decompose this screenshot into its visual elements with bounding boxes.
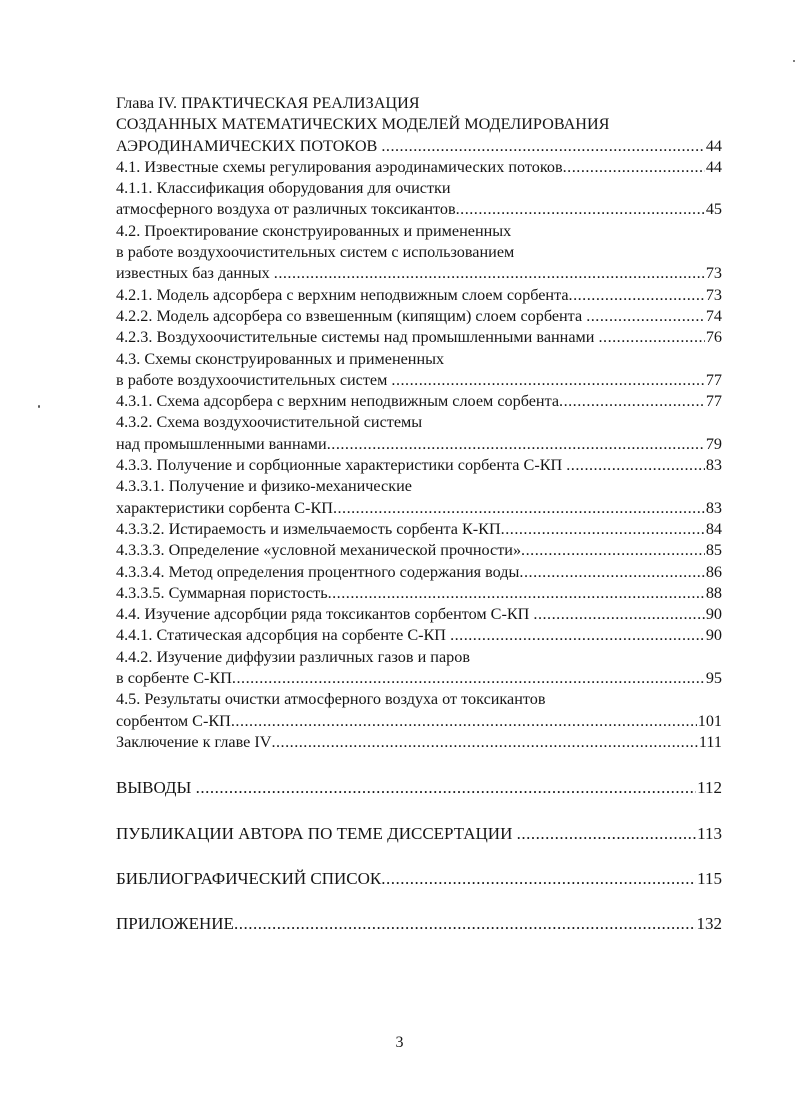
toc-entry [116,157,722,178]
toc-entry-title: Заключение к главе IV [116,732,272,751]
dot-leader [234,913,696,934]
toc-entries [116,93,722,753]
toc-entry-title: 4.3.3.3. Определение «условной механической прочности» [116,541,522,560]
toc-entry [116,668,722,689]
toc-entry-title: сорбентом С-КП [116,711,231,730]
toc-entry [116,370,722,391]
toc-entry [116,434,722,455]
toc-entry-title: 4.2.1. Модель адсорбера с верхним неподвижным слоем сорбента [116,285,569,304]
toc-entry-title: в сорбенте С-КП [116,669,232,688]
toc-entry-title: ПРИЛОЖЕНИЕ [116,914,234,934]
toc-section-entry [116,913,722,934]
toc-entry [116,306,722,327]
toc-entry-title: 4.3.3.1. Получение и физико-механические [116,477,412,496]
toc-entry-title: СОЗДАННЫХ МАТЕМАТИЧЕСКИХ МОДЕЛЕЙ МОДЕЛИРОВАНИЯ [116,115,610,134]
toc-entry-title: 4.1. Известные схемы регулирования аэродинамических потоков [116,157,563,176]
toc-entry-page: 112 [697,778,722,798]
dot-leader [327,434,705,455]
toc-entry-page: 73 [705,285,722,304]
toc-entry-page: 84 [705,519,722,538]
toc-entry-title: 4.3. Схемы сконструированных и примененных [116,349,445,368]
toc-entry [116,476,722,497]
toc-entry-page: 115 [697,868,722,888]
dot-leader [381,868,696,889]
toc-section-entry [116,868,722,889]
dot-leader [517,823,697,844]
dot-leader [566,455,705,476]
toc-entry-page: 77 [705,392,722,411]
toc-entry-page: 113 [697,823,722,843]
toc-entry-page: 101 [697,711,722,730]
dot-leader [519,562,704,583]
toc-entry [116,625,722,646]
toc-entry-page: 76 [705,328,722,347]
toc-entry [116,285,722,306]
toc-entry-page: 88 [705,583,722,602]
dot-leader [391,370,704,391]
toc-entry-page: 79 [705,434,722,453]
toc-entry-title: 4.3.3.2. Истираемость и измельчаемость сорбента К-КП [116,519,501,538]
toc-entry-title: ВЫВОДЫ [116,778,196,798]
toc-entry-title: 4.5. Результаты очистки атмосферного воздуха от токсикантов [116,690,546,709]
toc-entry-title: 4.3.3.4. Метод определения процентного содержания воды [116,562,520,581]
toc-entry-title: известных баз данных [116,264,274,283]
toc-entry-title: в работе воздухоочистительных систем [116,370,392,389]
dot-leader [328,583,705,604]
toc-entry-page: 74 [705,306,722,325]
toc-entry-page: 132 [696,914,722,934]
dot-leader [381,136,704,157]
toc-sections [116,777,722,934]
toc-entry [116,199,722,220]
dot-leader [333,498,705,519]
toc-entry-page: 77 [705,370,722,389]
dot-leader [274,263,705,284]
page-number: 3 [395,1034,404,1051]
dot-leader [533,604,704,625]
toc-entry [116,689,722,710]
toc-entry [116,732,722,753]
dot-leader [569,285,705,306]
toc-entry-page: 90 [705,626,722,645]
toc-entry [116,711,722,732]
toc-entry-title: Глава IV. ПРАКТИЧЕСКАЯ РЕАЛИЗАЦИЯ [116,94,420,112]
table-of-contents [116,93,722,934]
toc-entry-title: атмосферного воздуха от различных токсикантов [116,200,456,219]
toc-entry-title: в работе воздухоочистительных систем с использованием [116,243,515,262]
toc-entry-page: 83 [705,498,722,517]
toc-entry-page: 111 [698,732,722,751]
toc-entry-page: 44 [705,136,722,155]
toc-entry [116,93,722,114]
toc-entry-title: 4.3.3. Получение и сорбционные характеристики сорбента С-КП [116,456,567,475]
dot-leader [196,777,697,798]
toc-entry [116,391,722,412]
toc-entry-title: 4.4. Изучение адсорбции ряда токсикантов сорбентом С-КП [116,605,534,624]
toc-entry-title: АЭРОДИНАМИЧЕСКИХ ПОТОКОВ [116,136,382,155]
dot-leader [559,391,705,412]
toc-entry [116,221,722,242]
toc-entry-title: ПУБЛИКАЦИИ АВТОРА ПО ТЕМЕ ДИССЕРТАЦИИ [116,823,517,843]
dot-leader [563,157,705,178]
toc-entry [116,519,722,540]
dot-leader [456,199,705,220]
toc-entry-page: 73 [705,264,722,283]
toc-entry [116,455,722,476]
dot-leader [231,711,697,732]
toc-entry-title: 4.4.1. Статическая адсорбция на сорбенте С-КП [116,626,451,645]
toc-entry-page: 95 [705,669,722,688]
toc-entry [116,136,722,157]
dot-leader [598,327,704,348]
toc-entry-title: 4.1.1. Классификация оборудования для очистки [116,179,451,198]
toc-entry-title: характеристики сорбента С-КП [116,498,333,517]
toc-entry [116,412,722,433]
toc-entry [116,604,722,625]
toc-entry [116,178,722,199]
toc-entry [116,583,722,604]
toc-entry [116,327,722,348]
toc-entry-page: 45 [705,200,722,219]
toc-entry-title: 4.2. Проектирование сконструированных и примененных [116,221,512,240]
scan-speck [38,405,40,408]
dot-leader [232,668,705,689]
toc-section-entry [116,823,722,844]
toc-entry [116,114,722,135]
toc-entry [116,498,722,519]
toc-entry [116,263,722,284]
toc-entry-title: 4.2.2. Модель адсорбера со взвешенным (кипящим) слоем сорбента [116,306,587,325]
toc-entry [116,242,722,263]
toc-entry-title: над промышленными ваннами [116,434,327,453]
toc-entry-title: 4.3.1. Схема адсорбера с верхним неподвижным слоем сорбента [116,392,560,411]
scan-speck [793,60,795,62]
toc-entry-page: 86 [705,562,722,581]
dot-leader [501,519,705,540]
toc-entry [116,349,722,370]
toc-entry-title: 4.3.3.5. Суммарная пористость [116,583,328,602]
dot-leader [586,306,705,327]
toc-entry [116,540,722,561]
toc-entry-page: 90 [705,605,722,624]
toc-entry-title: 4.3.2. Схема воздухоочистительной системы [116,413,423,432]
toc-entry-title: 4.4.2. Изучение диффузии различных газов и паров [116,647,470,666]
toc-entry-title: БИБЛИОГРАФИЧЕСКИЙ СПИСОК [116,868,382,888]
toc-section-entry [116,777,722,798]
toc-entry-title: 4.2.3. Воздухоочистительные системы над промышленными ваннами [116,328,599,347]
toc-entry [116,562,722,583]
dot-leader [521,540,705,561]
toc-entry-page: 83 [705,456,722,475]
toc-entry-page: 85 [705,541,722,560]
toc-entry-page: 44 [705,157,722,176]
dot-leader [271,732,697,753]
dot-leader [450,625,705,646]
toc-entry [116,647,722,668]
